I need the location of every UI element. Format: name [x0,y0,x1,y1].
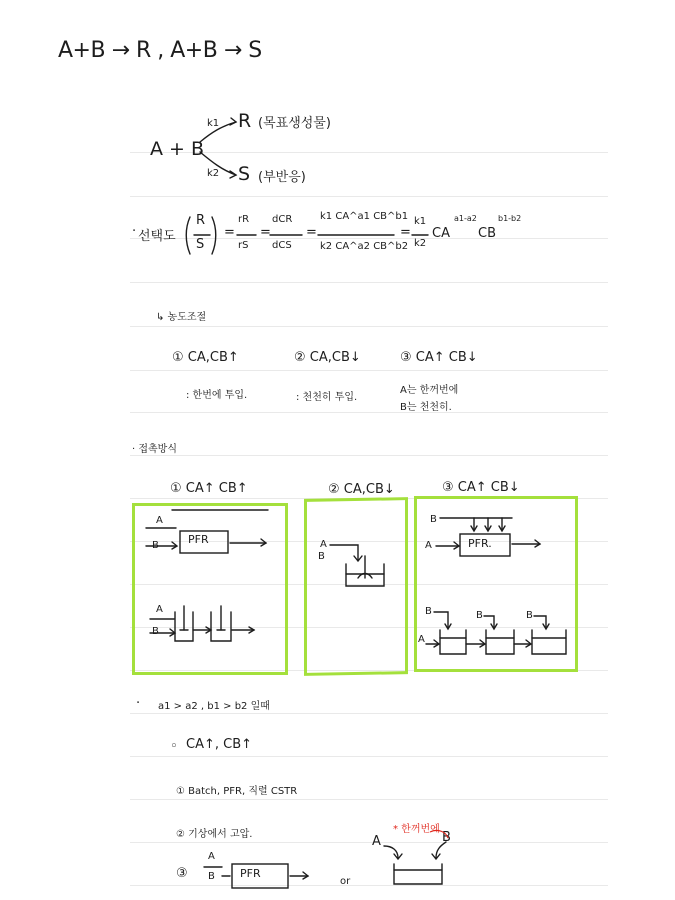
concentration-note3-line1: A는 한꺼번에 [400,385,459,396]
selectivity-eq2: = [260,225,271,240]
box3-pfr-label: PFR. [468,537,492,550]
selectivity-ca: CA [432,226,450,241]
notebook-rule [130,885,608,886]
box1-cstr-label-a: A [156,604,163,615]
page-title: A+B → R , A+B → S [58,38,262,63]
selectivity-k1: k1 [414,216,427,227]
notebook-rule [130,282,608,283]
contact-heading: · 접촉방식 [132,444,177,455]
condition-sub-bullet: ◦ [170,739,178,754]
selectivity-ca-exp: a1-a2 [454,214,477,223]
condition-batch-a: A [372,834,381,849]
box1-label-b: B [152,540,159,551]
concentration-note2: : 천천히 투입. [296,392,358,403]
concentration-case3: ③ CA↑ CB↓ [400,350,478,365]
selectivity-rr: rR [238,214,250,225]
selectivity-bullet: · [132,224,137,239]
condition-item3-b: B [208,871,215,882]
selectivity-denominator: k2 CA^a2 CB^b2 [320,241,409,252]
condition-item1: ① Batch, PFR, 직렬 CSTR [176,786,298,797]
box3-cstr-label-b2: B [476,610,483,621]
box1-cstr-label-b: B [152,626,159,637]
selectivity-rs: rS [238,240,249,251]
box3-cstr-label-b3: B [526,610,533,621]
box2-label-b: B [318,551,325,562]
condition-item3-number: ③ [176,866,188,881]
contact-box-case2 [304,497,408,676]
contact-box-case1 [132,503,288,675]
notebook-rule [130,756,608,757]
selectivity-cb: CB [478,226,496,241]
box2-label-a: A [320,539,327,550]
selectivity-eq4: = [400,225,411,240]
condition-item3-a: A [208,851,215,862]
scheme-reactants: A + B [150,138,205,160]
scheme-product-s-note: (부반응) [258,170,306,185]
selectivity-numerator: k1 CA^a1 CB^b1 [320,211,409,222]
selectivity-k2: k2 [414,238,427,249]
scheme-product-r: R [238,110,252,132]
selectivity-frac-r: R [196,213,206,228]
condition-sub-text: CA↑, CB↑ [186,737,253,752]
contact-box-case3 [414,496,578,672]
selectivity-dcr: dCR [272,214,293,225]
notebook-rule [130,713,608,714]
condition-item2: ② 기상에서 고압. [176,829,253,840]
concentration-case2: ② CA,CB↓ [294,350,361,365]
scheme-k2: k2 [207,168,220,179]
notebook-rule [130,799,608,800]
condition-text: a1 > a2 , b1 > b2 일때 [158,701,270,712]
selectivity-label: 선택도 [138,229,176,244]
concentration-heading: ↳ 농도조절 [156,312,207,323]
notebook-rule [130,196,608,197]
scheme-k1: k1 [207,118,220,129]
selectivity-cb-exp: b1-b2 [498,214,522,223]
contact-case3: ③ CA↑ CB↓ [442,480,520,495]
notebook-rule [130,326,608,327]
notebook-rule [130,842,608,843]
box1-pfr-label: PFR [188,533,209,546]
selectivity-eq1: = [224,225,235,240]
concentration-case1: ① CA,CB↑ [172,350,239,365]
condition-pfr-label: PFR [240,867,261,880]
box3-cstr-label-a: A [418,634,425,645]
selectivity-eq3: = [306,225,317,240]
contact-case1: ① CA↑ CB↑ [170,481,248,496]
notebook-rule [130,455,608,456]
scheme-product-r-note: (목표생성물) [258,116,331,131]
condition-red-note: * 한꺼번에 [393,824,440,835]
condition-or: or [340,876,351,887]
notebook-rule [130,370,608,371]
scheme-product-s: S [238,163,251,185]
box3-cstr-label-b1: B [425,606,432,617]
notebook-rule [130,412,608,413]
selectivity-dcs: dCS [272,240,292,251]
box3-label-a: A [425,540,432,551]
concentration-note1: : 한번에 투입. [186,390,248,401]
concentration-note3-line2: B는 천천히. [400,402,452,413]
selectivity-frac-s: S [196,237,205,252]
box3-label-b: B [430,514,437,525]
condition-bullet: · [136,696,141,711]
contact-case2: ② CA,CB↓ [328,482,395,497]
condition-batch-b: B [442,830,451,845]
box1-label-a: A [156,515,163,526]
